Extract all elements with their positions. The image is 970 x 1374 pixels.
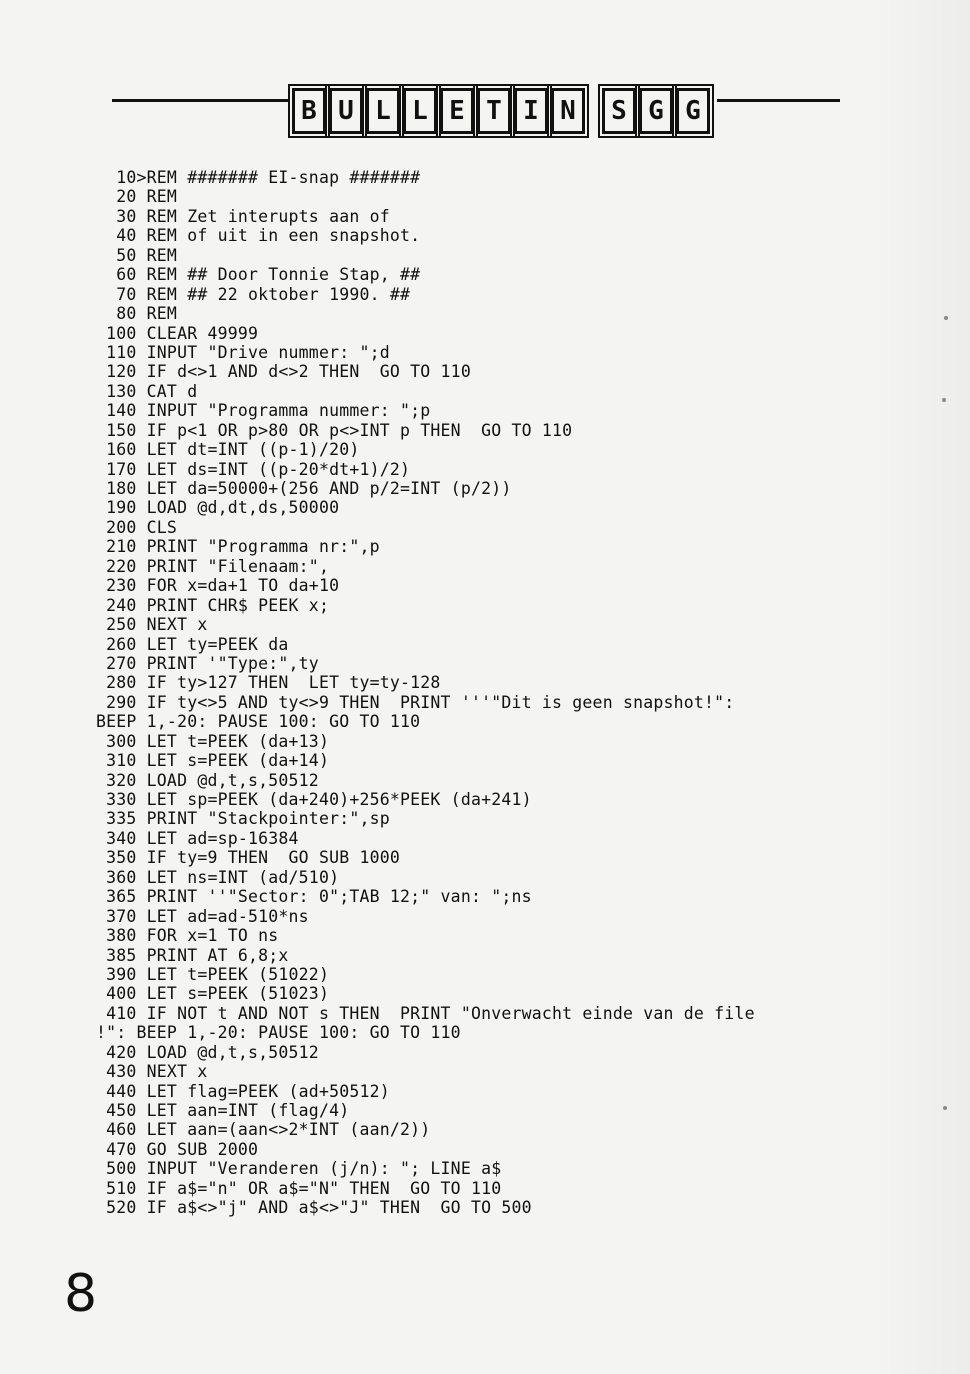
code-line: 500 INPUT "Veranderen (j/n): "; LINE a$ — [96, 1159, 502, 1179]
code-line: 190 LOAD @d,dt,ds,50000 — [96, 498, 340, 518]
code-line: 385 PRINT AT 6,8;x — [96, 945, 289, 965]
title-letter: G — [639, 88, 673, 134]
title-letter: U — [329, 88, 363, 134]
code-line: 450 LET aan=INT (flag/4) — [96, 1101, 350, 1120]
basic-program-listing — [96, 168, 876, 1218]
title-letter: L — [366, 88, 400, 134]
code-line: 120 IF d<>1 AND d<>2 THEN GO TO 110 — [96, 362, 471, 382]
code-line: 180 LET da=50000+(256 AND p/2=INT (p/2)) — [96, 479, 512, 498]
code-line: !": BEEP 1,-20: PAUSE 100: GO TO 110 — [96, 1023, 461, 1043]
code-line: 510 IF a$="n" OR a$="N" THEN GO TO 110 — [96, 1178, 502, 1198]
code-line: 30 REM Zet interupts aan of — [96, 206, 390, 226]
title-letter: T — [477, 88, 511, 134]
code-line: 340 LET ad=sp-16384 — [96, 828, 299, 848]
page-edge-shading — [870, 0, 970, 1374]
page-number: 8 — [64, 1264, 98, 1324]
title-letter: E — [440, 88, 474, 134]
code-line: 290 IF ty<>5 AND ty<>9 THEN PRINT '''"Dit is geen snapshot!": — [96, 692, 735, 712]
code-line: 270 PRINT '"Type:",ty — [96, 653, 319, 673]
title-letter: B — [292, 88, 326, 134]
code-line: 20 REM — [96, 187, 178, 207]
code-line: 430 NEXT x — [96, 1062, 208, 1082]
code-line: 350 IF ty=9 THEN GO SUB 1000 — [96, 848, 401, 868]
code-line: 200 CLS — [96, 517, 178, 537]
code-line: 110 INPUT "Drive nummer: ";d — [96, 342, 390, 362]
title-letter: G — [676, 88, 710, 134]
code-line: 130 CAT d — [96, 381, 198, 401]
code-line: 365 PRINT ''"Sector: 0";TAB 12;" van: ";ns — [96, 887, 532, 907]
code-line: 170 LET ds=INT ((p-20*dt+1)/2) — [96, 459, 411, 479]
code-line: 460 LET aan=(aan<>2*INT (aan/2)) — [96, 1120, 431, 1140]
title-gap — [588, 88, 602, 138]
code-line: 140 INPUT "Programma nummer: ";p — [96, 401, 431, 421]
code-line: 520 IF a$<>"j" AND a$<>"J" THEN GO TO 500 — [96, 1198, 532, 1218]
code-line: 150 IF p<1 OR p>80 OR p<>INT p THEN GO TO 110 — [96, 420, 573, 440]
code-line: 280 IF ty>127 THEN LET ty=ty-128 — [96, 673, 441, 693]
code-line: 370 LET ad=ad-510*ns — [96, 906, 309, 926]
code-line: 335 PRINT "Stackpointer:",sp — [96, 809, 390, 829]
code-line: 50 REM — [96, 245, 178, 265]
code-line: 60 REM ## Door Tonnie Stap, ## — [96, 265, 421, 285]
title-letter: I — [514, 88, 548, 134]
title-letter: N — [551, 88, 585, 134]
code-line: 410 IF NOT t AND NOT s THEN PRINT "Onverwacht einde van de file — [96, 1003, 755, 1023]
code-line: 100 CLEAR 49999 — [96, 323, 259, 343]
code-line: 320 LOAD @d,t,s,50512 — [96, 770, 319, 790]
title-letter: S — [602, 88, 636, 134]
code-line: 420 LOAD @d,t,s,50512 — [96, 1042, 319, 1062]
code-line: 300 LET t=PEEK (da+13) — [96, 731, 330, 751]
code-line: 10>REM ####### EI-snap ####### — [96, 168, 421, 187]
code-line: BEEP 1,-20: PAUSE 100: GO TO 110 — [96, 712, 421, 732]
code-line: 40 REM of uit in een snapshot. — [96, 226, 421, 246]
code-line: 440 LET flag=PEEK (ad+50512) — [96, 1081, 390, 1101]
code-line: 160 LET dt=INT ((p-1)/20) — [96, 440, 360, 460]
scan-speck — [943, 1106, 947, 1110]
code-line: 390 LET t=PEEK (51022) — [96, 964, 330, 984]
code-line: 240 PRINT CHR$ PEEK x; — [96, 595, 330, 615]
bulletin-title — [288, 88, 717, 138]
title-letter: L — [403, 88, 437, 134]
code-line: 330 LET sp=PEEK (da+240)+256*PEEK (da+241) — [96, 790, 532, 809]
code-line: 220 PRINT "Filenaam:", — [96, 556, 330, 576]
code-line: 380 FOR x=1 TO ns — [96, 926, 279, 946]
code-line: 250 NEXT x — [96, 615, 208, 635]
code-line: 310 LET s=PEEK (da+14) — [96, 751, 330, 771]
code-line: 470 GO SUB 2000 — [96, 1139, 259, 1159]
code-line: 70 REM ## 22 oktober 1990. ## — [96, 284, 411, 304]
code-line: 360 LET ns=INT (ad/510) — [96, 867, 340, 887]
scan-speck — [942, 398, 946, 402]
code-line: 260 LET ty=PEEK da — [96, 634, 289, 654]
scan-speck — [944, 316, 948, 320]
code-line: 400 LET s=PEEK (51023) — [96, 984, 330, 1004]
code-line: 230 FOR x=da+1 TO da+10 — [96, 576, 340, 596]
code-line: 210 PRINT "Programma nr:",p — [96, 537, 380, 557]
code-line: 80 REM — [96, 304, 178, 324]
